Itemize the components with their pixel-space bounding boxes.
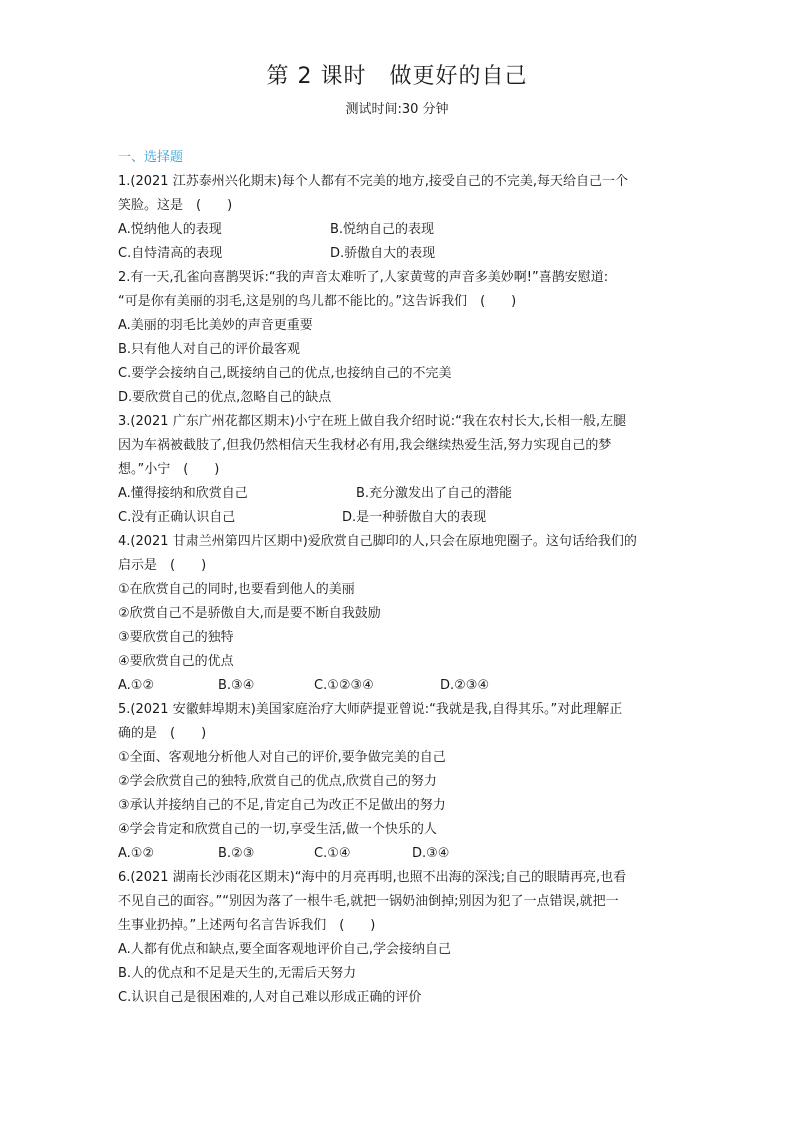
option-a[interactable]: A.懂得接纳和欣赏自己	[118, 486, 248, 501]
option-a[interactable]: A.①②	[118, 678, 155, 693]
option-c[interactable]: C.没有正确认识自己	[118, 510, 236, 525]
question-stem-line: 5.(2021 安徽蚌埠期末)美国家庭治疗大师萨提亚曾说:“我就是我,自得其乐。”对此理解正	[118, 702, 623, 717]
question-stem-line: 1.(2021 江苏泰州兴化期末)每个人都有不完美的地方,接受自己的不完美,每天给自己一个	[118, 174, 629, 189]
option-b[interactable]: B.充分激发出了自己的潜能	[356, 486, 513, 501]
option-c[interactable]: C.自恃清高的表现	[118, 246, 223, 261]
test-time: 测试时间:30 分钟	[345, 102, 449, 117]
statement-item: ②欣赏自己不是骄傲自大,而是要不断自我鼓励	[118, 606, 381, 621]
question-stem-line: 6.(2021 湖南长沙雨花区期末)“海中的月亮再明,也照不出海的深浅;自己的眼睛再亮,也看	[118, 870, 627, 885]
statement-item: ①全面、客观地分析他人对自己的评价,要争做完美的自己	[118, 750, 446, 765]
question-stem-line: 3.(2021 广东广州花都区期末)小宁在班上做自我介绍时说:“我在农村长大,长相一般,左腿	[118, 414, 627, 429]
statement-item: ④要欣赏自己的优点	[118, 654, 234, 669]
option-c[interactable]: C.认识自己是很困难的,人对自己难以形成正确的评价	[118, 990, 422, 1005]
option-a[interactable]: A.人都有优点和缺点,要全面客观地评价自己,学会接纳自己	[118, 942, 452, 957]
option-a[interactable]: A.悦纳他人的表现	[118, 222, 222, 237]
option-d[interactable]: D.②③④	[440, 678, 490, 693]
option-d[interactable]: D.要欣赏自己的优点,忽略自己的缺点	[118, 390, 332, 405]
question-stem-line: 不见自己的面容。”“别因为落了一根牛毛,就把一锅奶油倒掉;别因为犯了一点错误,就把一	[118, 894, 619, 909]
option-b[interactable]: B.只有他人对自己的评价最客观	[118, 342, 301, 357]
question-3	[118, 410, 684, 530]
question-stem-line: 笑脸。这是 ( )	[118, 198, 233, 213]
option-d[interactable]: D.是一种骄傲自大的表现	[342, 510, 487, 525]
option-row	[118, 842, 684, 866]
question-stem-line: 2.有一天,孔雀向喜鹊哭诉:“我的声音太难听了,人家黄莺的声音多美妙啊!”喜鹊安慰道:	[118, 270, 609, 285]
option-b[interactable]: B.②③	[218, 846, 255, 861]
option-c[interactable]: C.①④	[314, 846, 351, 861]
statement-item: ③要欣赏自己的独特	[118, 630, 234, 645]
option-c[interactable]: C.①②③④	[314, 678, 374, 693]
question-stem-line: 因为车祸被截肢了,但我仍然相信天生我材必有用,我会继续热爱生活,努力实现自己的梦	[118, 438, 612, 453]
option-b[interactable]: B.悦纳自己的表现	[330, 222, 435, 237]
question-stem-line: 4.(2021 甘肃兰州第四片区期中)爱欣赏自己脚印的人,只会在原地兜圈子。这句话给我们的	[118, 534, 637, 549]
option-row	[118, 506, 684, 530]
option-c[interactable]: C.要学会接纳自己,既接纳自己的优点,也接纳自己的不完美	[118, 366, 452, 381]
question-5	[118, 698, 684, 866]
option-d[interactable]: D.骄傲自大的表现	[330, 246, 436, 261]
option-row	[118, 242, 684, 266]
section-heading: 一、选择题	[118, 150, 184, 165]
question-stem-line: 生事业扔掉。”上述两句名言告诉我们 ( )	[118, 918, 376, 933]
statement-item: ①在欣赏自己的同时,也要看到他人的美丽	[118, 582, 355, 597]
question-4	[118, 530, 684, 698]
question-2	[118, 266, 684, 410]
question-stem-line: “可是你有美丽的羽毛,这是别的鸟儿都不能比的。”这告诉我们 ( )	[118, 294, 517, 309]
question-list	[118, 146, 684, 1010]
option-row	[118, 482, 684, 506]
question-stem-line: 确的是 ( )	[118, 726, 207, 741]
statement-item: ③承认并接纳自己的不足,肯定自己为改正不足做出的努力	[118, 798, 446, 813]
option-b[interactable]: B.③④	[218, 678, 255, 693]
option-row	[118, 674, 684, 698]
option-a[interactable]: A.①②	[118, 846, 155, 861]
option-row	[118, 218, 684, 242]
page-title: 第 2 课时 做更好的自己	[266, 64, 528, 89]
question-1	[118, 170, 684, 266]
option-b[interactable]: B.人的优点和不足是天生的,无需后天努力	[118, 966, 357, 981]
question-6	[118, 866, 684, 1010]
question-stem-line: 想。”小宁 ( )	[118, 462, 220, 477]
option-d[interactable]: D.③④	[412, 846, 450, 861]
statement-item: ④学会肯定和欣赏自己的一切,享受生活,做一个快乐的人	[118, 822, 437, 837]
statement-item: ②学会欣赏自己的独特,欣赏自己的优点,欣赏自己的努力	[118, 774, 437, 789]
option-a[interactable]: A.美丽的羽毛比美妙的声音更重要	[118, 318, 313, 333]
question-stem-line: 启示是 ( )	[118, 558, 207, 573]
